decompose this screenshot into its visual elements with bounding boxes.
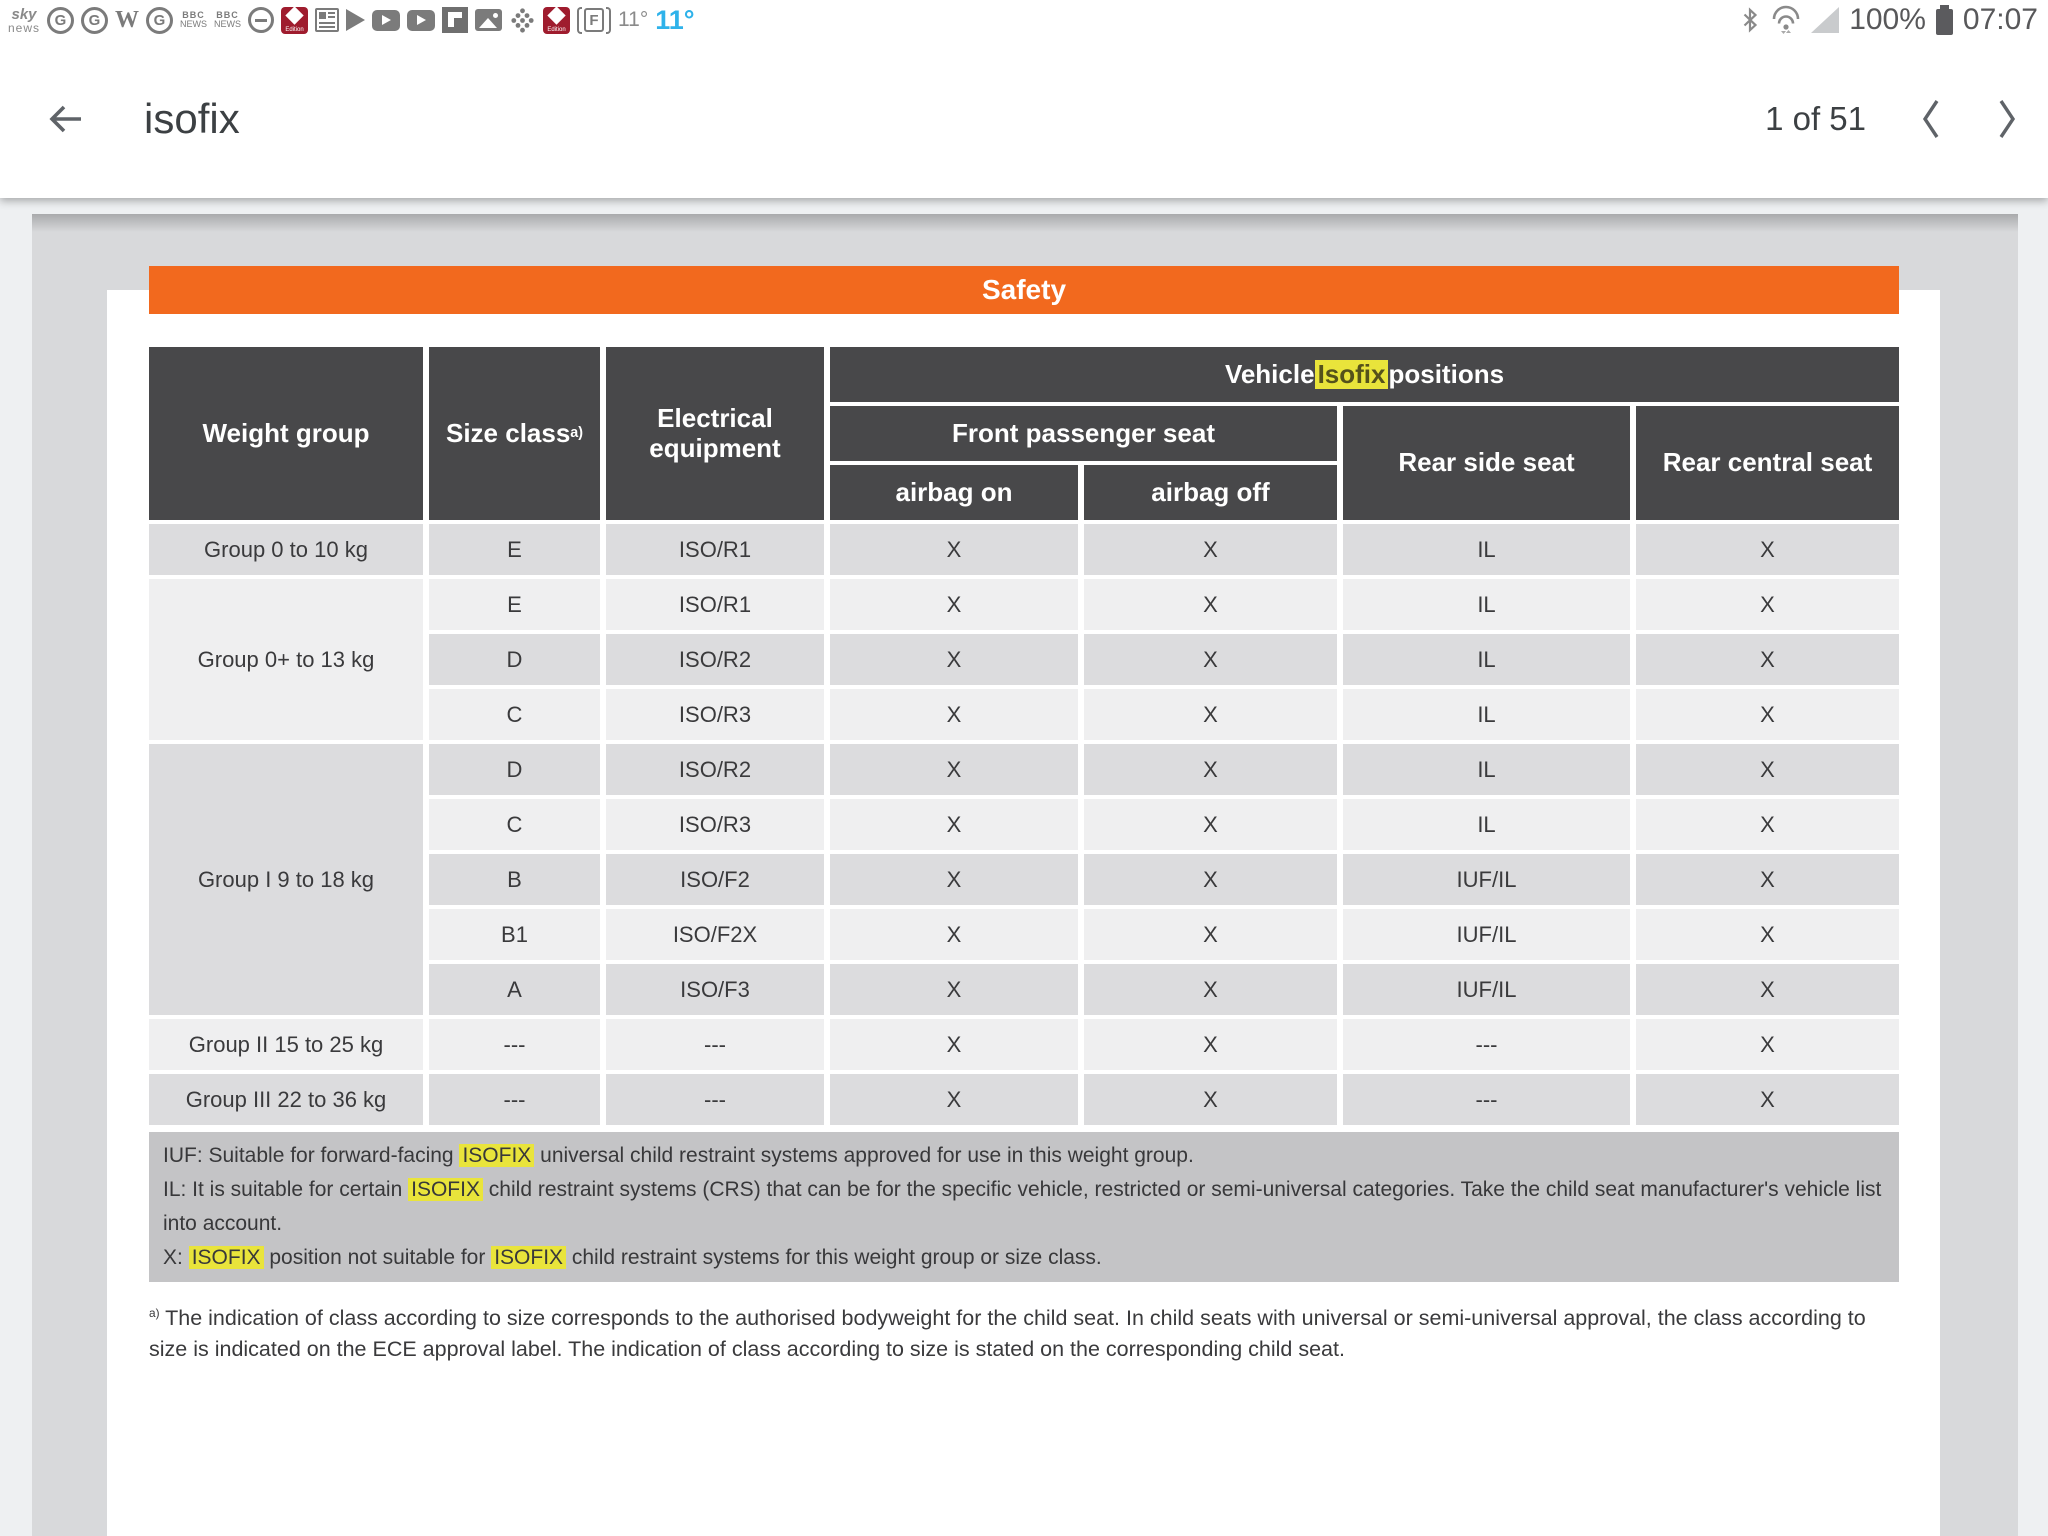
table-cell: X <box>1084 744 1337 795</box>
table-cell: X <box>830 964 1078 1015</box>
table-cell: X <box>1084 634 1337 685</box>
table-cell: B <box>429 854 600 905</box>
table-cell: X <box>830 1074 1078 1125</box>
table-cell: ISO/R3 <box>606 799 824 850</box>
table-cell: X <box>1636 854 1899 905</box>
col-header-vehicle-isofix-positions: Vehicle Isofix positions <box>830 347 1899 402</box>
cell-weight-group: Group 0+ to 13 kg <box>149 579 423 740</box>
table-cell: X <box>1636 579 1899 630</box>
guardian-icon: G <box>47 7 74 34</box>
page-indicator: 1 of 51 <box>1765 100 1866 137</box>
col-header-size-class: Size class a) <box>429 347 600 520</box>
vine-dots-icon <box>509 5 536 35</box>
table-cell: ISO/R2 <box>606 634 824 685</box>
battery-icon <box>1936 9 1953 35</box>
cell-weight-group: Group III 22 to 36 kg <box>149 1074 423 1125</box>
col-header-front-passenger-seat: Front passenger seat <box>830 406 1337 461</box>
table-cell: E <box>429 579 600 630</box>
note-il: IL: It is suitable for certain ISOFIX child restraint systems (CRS) that can be for the specific vehicle, restricted or semi-universal categories. Take the child seat manufacturer's vehicle list into account. <box>163 1178 1882 1235</box>
table-cell: X <box>1084 964 1337 1015</box>
table-cell: IL <box>1343 744 1630 795</box>
table-cell: --- <box>606 1074 824 1125</box>
table-cell: X <box>1636 1074 1899 1125</box>
edition-app-icon: Edition <box>543 7 570 34</box>
play-icon <box>346 9 365 31</box>
table-cell: D <box>429 744 600 795</box>
col-header-airbag-on: airbag on <box>830 465 1078 520</box>
search-highlight: ISOFIX <box>491 1246 566 1269</box>
col-header-rear-side-seat: Rear side seat <box>1343 406 1630 520</box>
table-cell: X <box>1084 689 1337 740</box>
table-cell: X <box>830 854 1078 905</box>
back-button[interactable] <box>38 91 94 147</box>
table-cell: ISO/F2 <box>606 854 824 905</box>
flipboard-icon <box>442 7 468 33</box>
col-header-weight-group: Weight group <box>149 347 423 520</box>
table-cell: A <box>429 964 600 1015</box>
table-cell: X <box>830 634 1078 685</box>
previous-page-button[interactable] <box>1908 91 1954 147</box>
cell-weight-group: Group 0 to 10 kg <box>149 524 423 575</box>
table-cell: X <box>830 579 1078 630</box>
youtube-icon <box>372 10 400 31</box>
footnote-marker: a) <box>149 1306 160 1320</box>
pdf-page-viewport[interactable] <box>0 198 2048 1536</box>
table-cell: IL <box>1343 799 1630 850</box>
table-cell: X <box>830 689 1078 740</box>
table-cell: IL <box>1343 579 1630 630</box>
table-cell: X <box>1636 909 1899 960</box>
weather-temp-blue: 11° <box>655 4 695 35</box>
status-bar[interactable] <box>0 0 2048 40</box>
table-cell: ISO/R2 <box>606 744 824 795</box>
app-toolbar <box>0 40 2048 198</box>
wifi-icon <box>1771 5 1801 35</box>
table-cell: IUF/IL <box>1343 964 1630 1015</box>
table-cell: --- <box>429 1019 600 1070</box>
table-cell: --- <box>429 1074 600 1125</box>
table-cell: ISO/R3 <box>606 689 824 740</box>
table-cell: X <box>1636 689 1899 740</box>
search-highlight: ISOFIX <box>408 1178 483 1201</box>
table-cell: E <box>429 524 600 575</box>
table-cell: X <box>1084 579 1337 630</box>
notification-icons <box>0 5 695 35</box>
pager-controls <box>1765 91 2048 147</box>
table-cell: X <box>1084 909 1337 960</box>
table-cell: C <box>429 689 600 740</box>
cell-weight-group: Group II 15 to 25 kg <box>149 1019 423 1070</box>
search-highlight: ISOFIX <box>459 1144 534 1167</box>
table-cell: ISO/R1 <box>606 524 824 575</box>
table-cell: X <box>1084 1074 1337 1125</box>
table-cell: B1 <box>429 909 600 960</box>
table-cell: --- <box>1343 1019 1630 1070</box>
news-frame-icon: F <box>577 5 611 35</box>
table-cell: X <box>1636 799 1899 850</box>
note-x: X: ISOFIX position not suitable for ISOFIX child restraint systems for this weight group or size class. <box>163 1246 1102 1269</box>
table-cell: X <box>830 909 1078 960</box>
table-cell: X <box>1084 854 1337 905</box>
col-header-rear-central-seat: Rear central seat <box>1636 406 1899 520</box>
note-iuf: IUF: Suitable for forward-facing ISOFIX universal child restraint systems approved for use in this weight group. <box>163 1144 1194 1167</box>
table-cell: --- <box>606 1019 824 1070</box>
sky-news-icon: sky news <box>8 5 41 35</box>
table-cell: X <box>830 744 1078 795</box>
table-cell: IL <box>1343 634 1630 685</box>
table-cell: --- <box>1343 1074 1630 1125</box>
search-highlight: ISOFIX <box>189 1246 264 1269</box>
section-banner-label: Safety <box>981 274 1067 305</box>
table-cell: ISO/F3 <box>606 964 824 1015</box>
table-cell: ISO/R1 <box>606 579 824 630</box>
document-title: isofix <box>144 95 240 142</box>
isofix-positions-table <box>149 347 1899 1125</box>
table-cell: D <box>429 634 600 685</box>
table-cell: X <box>1636 964 1899 1015</box>
table-cell: IL <box>1343 689 1630 740</box>
next-page-button[interactable] <box>1984 91 2030 147</box>
table-cell: IUF/IL <box>1343 854 1630 905</box>
cell-weight-group: Group I 9 to 18 kg <box>149 744 423 1015</box>
table-cell: IL <box>1343 524 1630 575</box>
gallery-icon <box>475 9 502 31</box>
footnote-a: $^{a)}$ The indication of class according to size corresponds to the authorised bodyweight for the child seat. In child seats with universal or semi-universal approval, the class according to size is indicated on the ECE approval label. The indication of class according to size is stated on the corresponding child seat. <box>149 1306 1866 1362</box>
youtube-icon <box>407 10 435 31</box>
newspaper-icon <box>315 8 339 32</box>
system-status-icons <box>1739 3 2048 37</box>
table-cell: C <box>429 799 600 850</box>
table-cell: X <box>830 524 1078 575</box>
legend-notes-block <box>149 1132 1899 1282</box>
col-header-electrical-equipment: Electrical equipment <box>606 347 824 520</box>
table-cell: X <box>830 799 1078 850</box>
table-cell: X <box>1084 1019 1337 1070</box>
table-cell: ISO/F2X <box>606 909 824 960</box>
col-header-airbag-off: airbag off <box>1084 465 1337 520</box>
table-cell: IUF/IL <box>1343 909 1630 960</box>
table-cell: X <box>1636 634 1899 685</box>
table-cell: X <box>1636 744 1899 795</box>
table-cell: X <box>1636 1019 1899 1070</box>
clock: 07:07 <box>1962 3 2038 36</box>
table-cell: X <box>1636 524 1899 575</box>
search-highlight: Isofix <box>1315 360 1389 390</box>
table-cell: X <box>1084 524 1337 575</box>
table-cell: X <box>830 1019 1078 1070</box>
wikipedia-icon: W <box>115 6 140 33</box>
weather-temp-gray: 11° <box>618 8 649 31</box>
do-not-disturb-icon <box>248 7 274 33</box>
cell-signal-icon <box>1811 5 1839 35</box>
section-banner <box>149 266 1899 314</box>
guardian-icon: G <box>146 7 173 34</box>
bbc-news-icon: BBC NEWS <box>180 10 208 29</box>
guardian-icon: G <box>81 7 108 34</box>
bluetooth-icon <box>1739 5 1761 35</box>
table-cell: X <box>1084 799 1337 850</box>
edition-app-icon: Edition <box>281 7 308 34</box>
battery-percent: 100% <box>1849 3 1926 36</box>
bbc-news-icon: BBC NEWS <box>214 10 242 29</box>
